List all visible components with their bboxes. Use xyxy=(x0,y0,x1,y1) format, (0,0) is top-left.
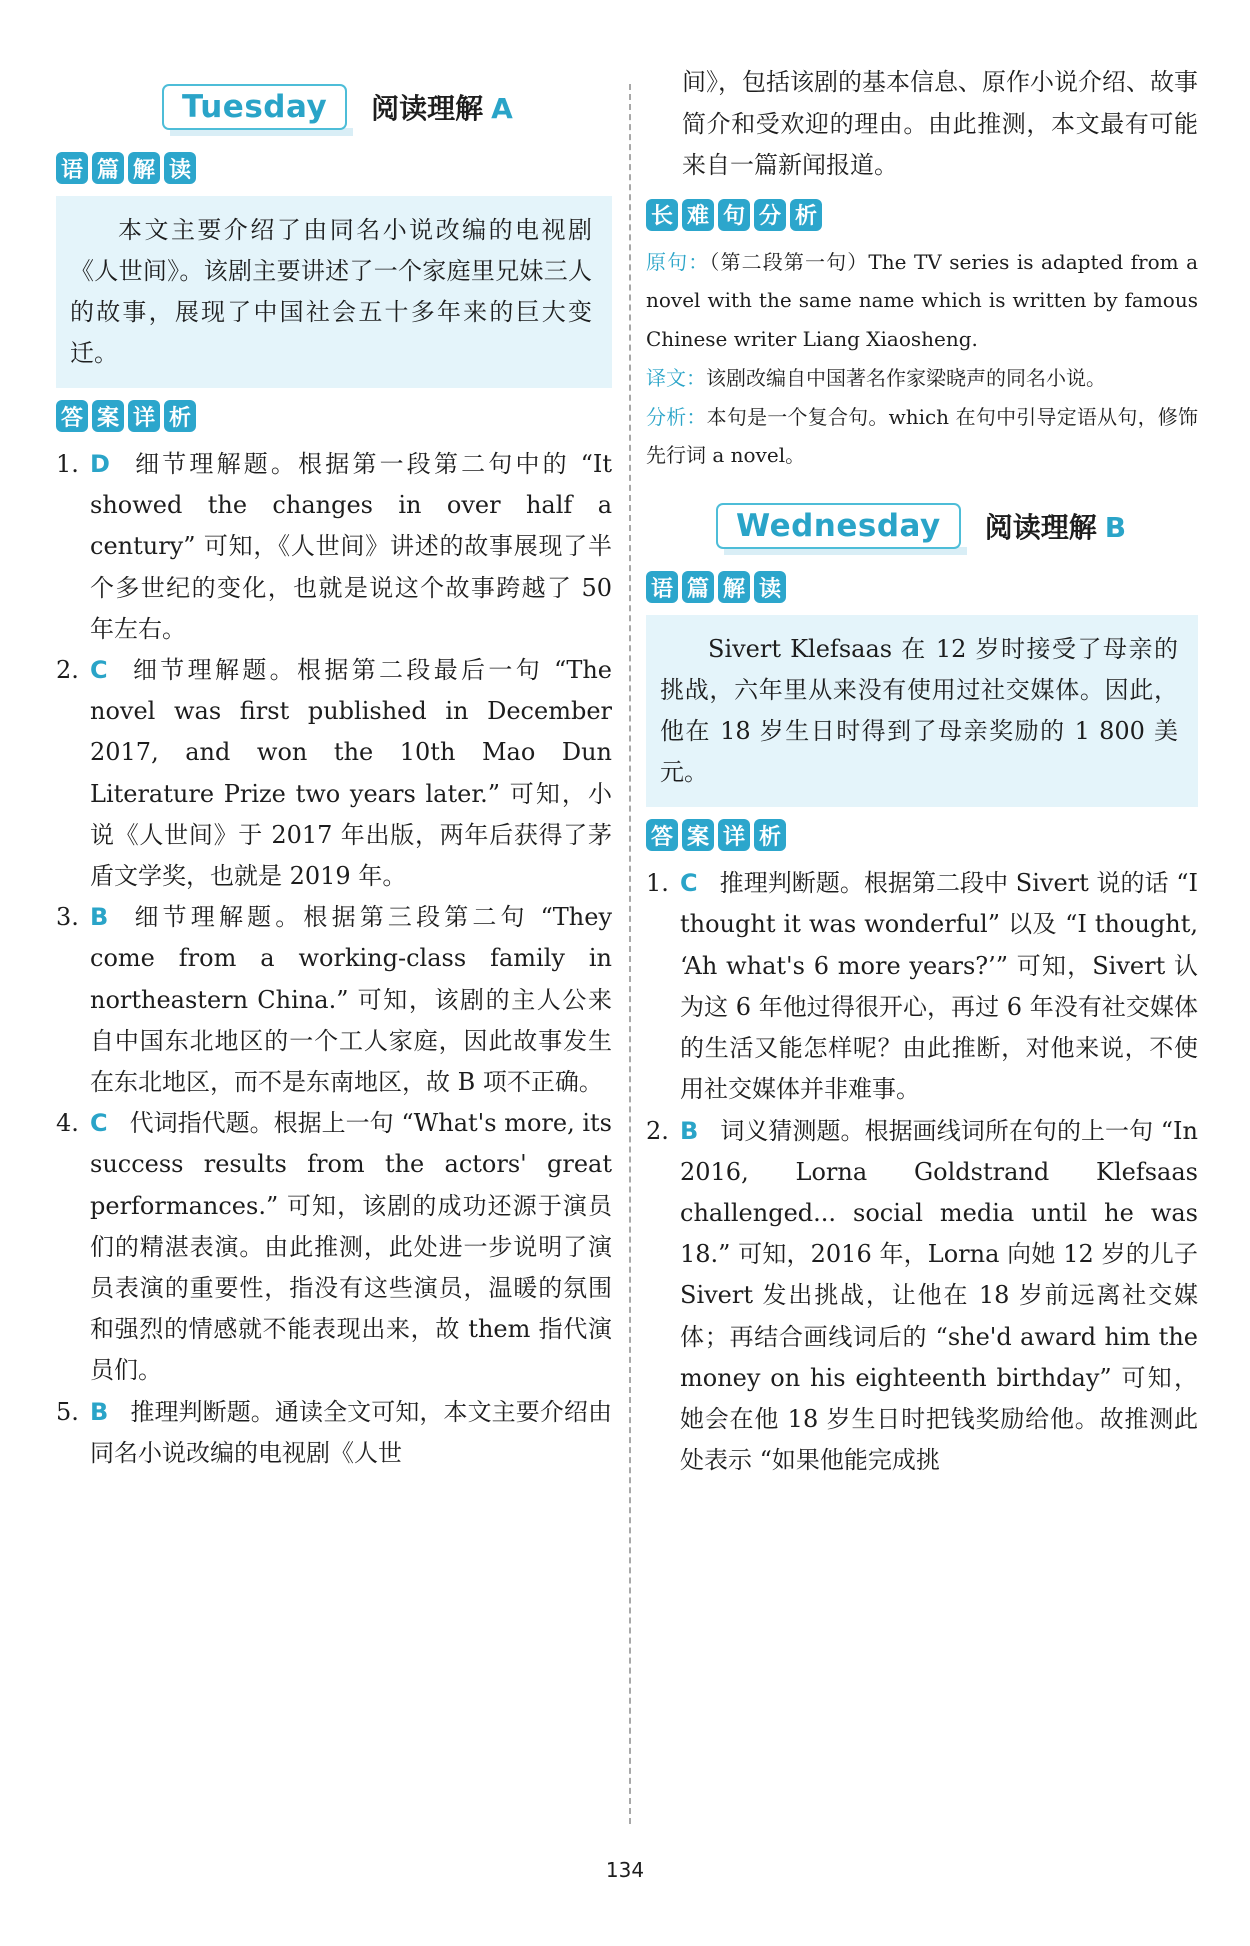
answer-letter: D xyxy=(90,450,110,478)
answer-item xyxy=(56,1103,612,1391)
summary-tag xyxy=(646,571,1198,603)
section-title xyxy=(985,506,1126,546)
answer-item xyxy=(56,897,612,1103)
answer-item xyxy=(56,1392,612,1474)
answers-tag xyxy=(56,400,612,432)
analysis-label: 分析： xyxy=(646,404,707,429)
analysis-text: 本句是一个复合句。which 在句中引导定语从句，修饰先行词 a novel。 xyxy=(646,404,1199,468)
answer-body xyxy=(680,1111,1198,1482)
tag-char: 长 xyxy=(646,199,678,231)
section-letter: B xyxy=(1104,511,1127,545)
answer-text: 细节理解题。根据第三段第二句 “They come from a working-class family in northeastern China.” 可知，该剧的主人公来自中国东北地区的一个工人家庭，因此故事发生在东北地区，而不是东南地区，故 B 项不正确。 xyxy=(90,903,612,1097)
summary-tag xyxy=(56,152,612,184)
summary-text: 本文主要介绍了由同名小说改编的电视剧《人世间》。该剧主要讲述了一个家庭里兄妹三人的故事，展现了中国社会五十多年来的巨大变迁。 xyxy=(70,216,592,367)
answer-item xyxy=(56,444,612,650)
tag-char: 篇 xyxy=(682,571,714,603)
tag-char: 析 xyxy=(754,819,786,851)
answer-number: 1. xyxy=(56,450,79,478)
answer-text: 推理判断题。根据第二段中 Sivert 说的话 “I thought it was wonderful” 以及 “I thought, ‘Ah what's 6 more years?’” 可知，Sivert 认为这 6 年他过得很开心，再过 6 年没有社交媒体的生活又能怎样呢？由此推断，对他来说，不使用社交媒体并非难事。 xyxy=(680,869,1198,1104)
summary-box xyxy=(646,615,1198,807)
answer-body xyxy=(90,1392,612,1474)
original-label: 原句： xyxy=(646,249,710,274)
tag-char: 答 xyxy=(646,819,678,851)
tag-char: 解 xyxy=(718,571,750,603)
translation-text: 该剧改编自中国著名作家梁晓声的同名小说。 xyxy=(706,365,1106,390)
answer-number: 2. xyxy=(56,656,79,685)
section-title-text: 阅读理解 xyxy=(371,92,484,125)
answer-body xyxy=(90,444,612,650)
translation xyxy=(646,359,1198,398)
section-letter: A xyxy=(491,92,513,125)
answer-letter: B xyxy=(90,1397,109,1426)
answer-text: 推理判断题。通读全文可知，本文主要介绍由同名小说改编的电视剧《人世 xyxy=(90,1397,612,1467)
answer-letter: B xyxy=(680,1116,699,1145)
tuesday-header xyxy=(56,74,612,140)
sentence-analysis-tag xyxy=(646,199,1198,231)
wednesday-header xyxy=(646,493,1198,559)
original-text: （第二段第一句）The TV series is adapted from a novel with the same name which is written by famous Chinese writer Liang Xiaosheng. xyxy=(646,249,1199,352)
left-column xyxy=(56,62,612,1474)
answer-letter: C xyxy=(680,869,698,898)
column-divider xyxy=(629,84,631,1824)
tag-char: 语 xyxy=(646,571,678,603)
tag-char: 语 xyxy=(56,152,88,184)
answer-body xyxy=(90,650,612,897)
answer-body xyxy=(90,897,612,1103)
answer-letter: C xyxy=(90,656,108,685)
tag-char: 分 xyxy=(754,199,786,231)
summary-box xyxy=(56,196,612,388)
day-badge: Wednesday xyxy=(716,503,961,549)
tag-char: 难 xyxy=(682,199,714,231)
answer-item xyxy=(646,1111,1198,1482)
tag-char: 答 xyxy=(56,400,88,432)
section-title xyxy=(371,87,513,127)
answer-letter: B xyxy=(90,903,109,932)
summary-text: Sivert Klefsaas 在 12 岁时接受了母亲的挑战，六年里从来没有使用过社交媒体。因此，他在 18 岁生日时得到了母亲奖励的 1 800 美元。 xyxy=(660,635,1178,787)
translation-label: 译文： xyxy=(646,365,706,390)
answer-continuation: 间》，包括该剧的基本信息、原作小说介绍、故事简介和受欢迎的理由。由此推测，本文最有可能来自一篇新闻报道。 xyxy=(682,68,1198,179)
tag-char: 读 xyxy=(754,571,786,603)
tag-char: 读 xyxy=(164,152,196,184)
tag-char: 详 xyxy=(718,819,750,851)
day-badge: Tuesday xyxy=(162,84,347,130)
answer-number: 3. xyxy=(56,903,79,932)
answer-number: 5. xyxy=(56,1397,79,1426)
sentence-analysis xyxy=(646,398,1198,476)
answer-body xyxy=(680,863,1198,1110)
tag-char: 析 xyxy=(164,400,196,432)
answer-text: 细节理解题。根据第二段最后一句 “The novel was first published in December 2017, and won the 10th Mao Dun Literature Prize two years later.” 可知，小说《人世间》于 2017 年出版，两年后获得了茅盾文学奖，也就是 2019 年。 xyxy=(90,656,612,891)
tag-char: 析 xyxy=(790,199,822,231)
answer-text: 细节理解题。根据第一段第二句中的 “It showed the changes in over half a century” 可知，《人世间》讲述的故事展现了半个多世纪的变化，也就是说这个故事跨越了 50 年左右。 xyxy=(90,450,612,643)
tag-char: 句 xyxy=(718,199,750,231)
answer-text: 词义猜测题。根据画线词所在句的上一句 “In 2016, Lorna Goldstrand Klefsaas challenged... social media until he was 18.” 可知，2016 年，Lorna 向她 12 岁的儿子 Sivert 发出挑战，让他在 18 岁前远离社交媒体；再结合画线词后的 “she'd award him the money on his eighteenth birthday” 可知，她会在他 18 岁生日时把钱奖励给他。故推测此处表示 “如果他能完成挑 xyxy=(680,1116,1198,1475)
page-number: 134 xyxy=(605,1858,645,1882)
answer-number: 2. xyxy=(646,1116,669,1145)
tag-char: 详 xyxy=(128,400,160,432)
answer-item xyxy=(646,863,1198,1110)
original-sentence xyxy=(646,243,1198,359)
right-column xyxy=(646,62,1198,1481)
answer-letter: C xyxy=(90,1109,108,1138)
tag-char: 案 xyxy=(682,819,714,851)
answer-text: 代词指代题。根据上一句 “What's more, its success results from the actors' great performances.” 可知，该剧的成功还源于演员们的精湛表演。由此推测，此处进一步说明了演员表演的重要性，指没有这些演员，温暖的氛围和强烈的情感就不能表现出来，故 them 指代演员们。 xyxy=(90,1109,612,1385)
tag-char: 案 xyxy=(92,400,124,432)
section-title-text: 阅读理解 xyxy=(984,511,1097,545)
tag-char: 篇 xyxy=(92,152,124,184)
answer-body xyxy=(90,1103,612,1391)
answer-number: 4. xyxy=(56,1109,79,1138)
tag-char: 解 xyxy=(128,152,160,184)
answer-number: 1. xyxy=(646,869,669,898)
answers-tag xyxy=(646,819,1198,851)
answer-item xyxy=(56,650,612,897)
